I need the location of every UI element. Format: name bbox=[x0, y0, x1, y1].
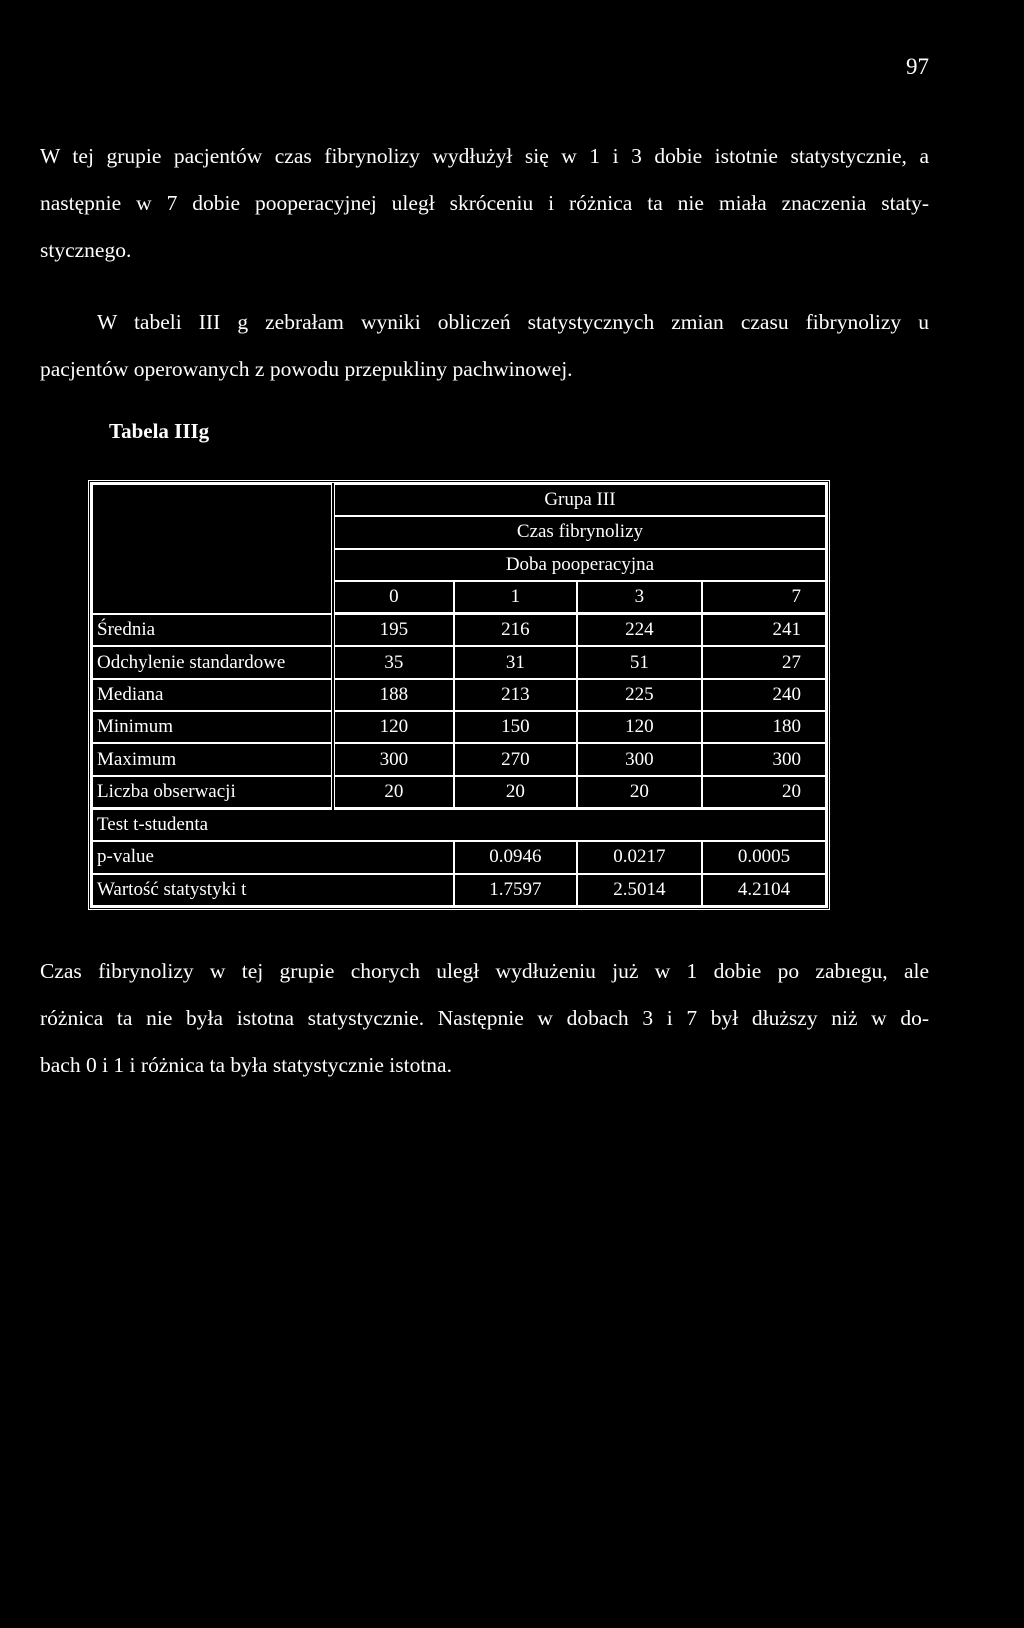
paragraph-conclusion bbox=[40, 948, 929, 1089]
day-header-3: 3 bbox=[577, 581, 702, 614]
cell-value: 270 bbox=[454, 743, 577, 775]
paragraph-line: Czas fibrynolizy w tej grupie chorych uległ wydłużeniu już w 1 dobie po zabıegu, ale bbox=[40, 959, 929, 983]
header-group: Grupa III bbox=[333, 484, 826, 516]
tstat-label: Wartość statystyki t bbox=[92, 874, 454, 906]
paragraph-line: różnica ta nie była istotna statystycznie. Następnie w dobach 3 i 7 był dłuższy niż w do- bbox=[40, 1006, 929, 1030]
cell-value: 195 bbox=[333, 614, 454, 647]
row-label: Odchylenie standardowe bbox=[92, 646, 333, 678]
cell-value: 240 bbox=[702, 679, 826, 711]
cell-value: 224 bbox=[577, 614, 702, 647]
table-title: Tabela IIIg bbox=[109, 419, 210, 443]
pvalue-label: p-value bbox=[92, 841, 454, 873]
paragraph-line: stycznego. bbox=[40, 238, 132, 262]
paragraph-line: bach 0 i 1 i różnica ta była statystycznie istotna. bbox=[40, 1053, 452, 1077]
stats-table bbox=[88, 480, 830, 910]
pvalue-cell: 0.0946 bbox=[454, 841, 577, 873]
table-row bbox=[92, 874, 826, 906]
cell-value: 216 bbox=[454, 614, 577, 647]
test-label: Test t-studenta bbox=[92, 808, 826, 841]
table-corner-cell bbox=[92, 484, 333, 614]
day-header-0: 0 bbox=[333, 581, 454, 614]
day-header-1: 1 bbox=[454, 581, 577, 614]
cell-value: 20 bbox=[333, 776, 454, 809]
cell-value: 20 bbox=[577, 776, 702, 809]
table-row bbox=[92, 646, 826, 678]
row-label: Mediana bbox=[92, 679, 333, 711]
table-row bbox=[92, 841, 826, 873]
table-row bbox=[92, 776, 826, 809]
cell-value: 188 bbox=[333, 679, 454, 711]
cell-value: 300 bbox=[333, 743, 454, 775]
cell-value: 300 bbox=[702, 743, 826, 775]
table-row bbox=[92, 679, 826, 711]
cell-value: 241 bbox=[702, 614, 826, 647]
table-row bbox=[92, 711, 826, 743]
header-measure: Czas fibrynolizy bbox=[333, 516, 826, 548]
table-row bbox=[92, 743, 826, 775]
cell-value: 180 bbox=[702, 711, 826, 743]
cell-value: 35 bbox=[333, 646, 454, 678]
paragraph-line: W tej grupie pacjentów czas fibrynolizy wydłużył się w 1 i 3 dobie istotnie statystycznie, a bbox=[40, 144, 929, 168]
table-row bbox=[92, 614, 826, 647]
cell-value: 120 bbox=[577, 711, 702, 743]
day-header-7: 7 bbox=[702, 581, 826, 614]
row-label: Maximum bbox=[92, 743, 333, 775]
cell-value: 51 bbox=[577, 646, 702, 678]
tstat-cell: 1.7597 bbox=[454, 874, 577, 906]
cell-value: 300 bbox=[577, 743, 702, 775]
row-label: Minimum bbox=[92, 711, 333, 743]
cell-value: 27 bbox=[702, 646, 826, 678]
cell-value: 120 bbox=[333, 711, 454, 743]
header-day: Doba pooperacyjna bbox=[333, 549, 826, 581]
paragraph-line: W tabeli III g zebrałam wyniki obliczeń statystycznych zmian czasu fibrynolizy u bbox=[97, 310, 929, 334]
paragraph-line: pacjentów operowanych z powodu przepukliny pachwinowej. bbox=[40, 357, 573, 381]
tstat-cell: 2.5014 bbox=[577, 874, 702, 906]
paragraph-table-intro bbox=[40, 299, 929, 393]
cell-value: 225 bbox=[577, 679, 702, 711]
page-number: 97 bbox=[906, 54, 929, 79]
paragraph-intro bbox=[40, 133, 929, 274]
cell-value: 213 bbox=[454, 679, 577, 711]
row-label: Liczba obserwacji bbox=[92, 776, 333, 809]
tstat-cell: 4.2104 bbox=[702, 874, 826, 906]
cell-value: 31 bbox=[454, 646, 577, 678]
pvalue-cell: 0.0005 bbox=[702, 841, 826, 873]
table-row bbox=[92, 808, 826, 841]
row-label: Średnia bbox=[92, 614, 333, 647]
pvalue-cell: 0.0217 bbox=[577, 841, 702, 873]
cell-value: 20 bbox=[702, 776, 826, 809]
paragraph-line: następnie w 7 dobie pooperacyjnej uległ skróceniu i różnica ta nie miała znaczenia staty- bbox=[40, 191, 929, 215]
cell-value: 20 bbox=[454, 776, 577, 809]
cell-value: 150 bbox=[454, 711, 577, 743]
